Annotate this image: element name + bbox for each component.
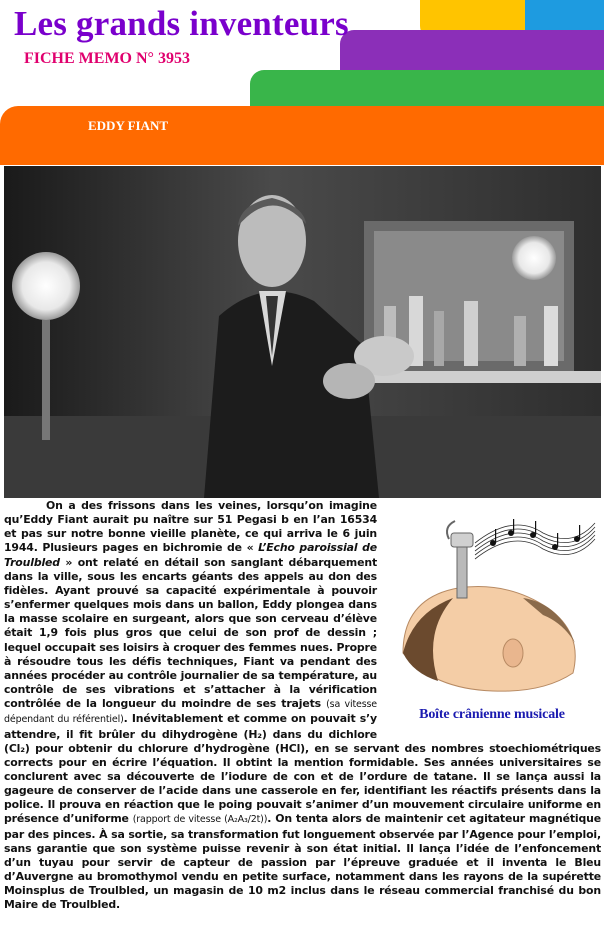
- article-text-3: . Inévitablement et comme on pouvait s’y attendre, il fit brûler du dihydrogène (H₂) dans du dichlore (Cl₂) pour obtenir du chlorure d’hydrogène (HCl), en se servant des nombres stoechiométriques corrects pour en écrire l’équation. Il obtint la mention formidable. Ses années universitaires se conclurent avec sa découverte de l’iodure de con et de l’ordure de tatane. Il se lança aussi la gageure de conserver de l’acide dans une casserole en fer, identifiant les réactifs présents dans la police. Il prouva en réaction que le poing pouvait s’animer d’un mouvement circulaire uniforme en présence d’uniforme: [4, 712, 601, 826]
- article-aside-1: (sa vitesse dépendant du référentiel): [4, 699, 378, 726]
- portrait-photo: [4, 166, 601, 498]
- page-title: Les grands inventeurs: [14, 4, 349, 43]
- header-banner: [0, 0, 604, 165]
- article-body: [4, 499, 601, 913]
- article-text-1: On a des frissons dans les veines, lorsqu’on imagine qu’Eddy Fiant aurait pu naître sur 51 Pegasi b en l’an 16534 et pas sur notre bonne vieille planète, ce qui arriva le 6 juin 1944. Plusieurs pages en bichromie de «: [4, 499, 377, 555]
- head-with-music-box-icon: [383, 503, 601, 703]
- inventor-name: EDDY FIANT: [88, 118, 169, 133]
- article-text-4: . On tenta alors de maintenir cet agitateur magnétique par des pinces. À sa sortie, sa transformation fut longuement observée par l’Agence pour l’emploi, sans garantie que son système puisse revenir à son état initial. Il lança l’idée de l’enfoncement d’un tuyau pour servir de capteur de passion par l’épreuve graduée et il inventa le Bleu d’Auvergne au bromothymol vendu en petite surface, notamment dans les rayons de la supérette Moinsplus de Troulbled, un magasin de 10 m2 inclus dans le réseau commercial franchisé du bon Maire de Troulbled.: [4, 812, 601, 912]
- article-text-2: » ont relaté en détail son sanglant débarquement dans la ville, sous les encarts géants des appels au don des fidèles. Ayant prouvé sa capacité expérimentale à pouvoir s’enfermer quelques mois dans un ballon, Eddy plongea dans la masse scolaire en surgeant, alors que son cerveau d’élève était 1,9 fois plus gros que celui de son prof de dessin ; lequel occupait ses loisirs à croquer des femmes nues. Propre à résoudre tous les défis techniques, Fiant va pendant des années procéder au contrôle journalier de sa température, au contrôle de ses vibrations et s’attacher à la vérification contrôlée de la longueur du moindre de ses trajets: [4, 555, 377, 711]
- figure-caption: Boîte crânienne musicale: [419, 706, 565, 722]
- newspaper-title: L’Echo paroissial de Troulbled: [4, 541, 378, 569]
- man-in-suit-photo-icon: [4, 166, 601, 498]
- article-aside-2: (rapport de vitesse (A₂A₃/2t)): [132, 814, 268, 826]
- decor-orange-block: [0, 106, 604, 165]
- memo-number: FICHE MEMO N° 3953: [24, 50, 190, 67]
- music-box-figure: [383, 503, 601, 728]
